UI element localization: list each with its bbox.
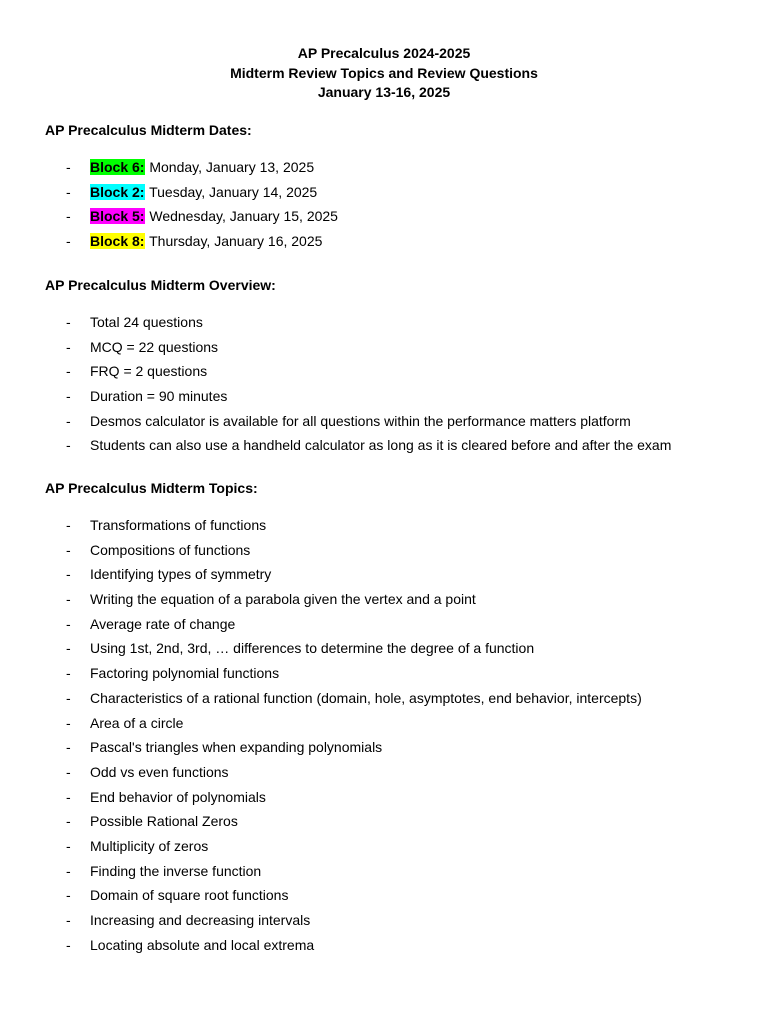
- topic-item-text: Writing the equation of a parabola given the vertex and a point: [90, 591, 476, 608]
- topic-item-text: End behavior of polynomials: [90, 788, 266, 805]
- topics-heading: AP Precalculus Midterm Topics:: [45, 480, 258, 496]
- block-date: Thursday, January 16, 2025: [149, 233, 323, 250]
- block-label: Block 8:: [90, 233, 145, 250]
- topic-item-text: Domain of square root functions: [90, 887, 289, 904]
- topic-item-text: Multiplicity of zeros: [90, 837, 209, 854]
- subtitle-line: Midterm Review Topics and Review Questions: [230, 64, 538, 81]
- topic-item-text: Locating absolute and local extrema: [90, 936, 315, 953]
- block-date: Monday, January 13, 2025: [149, 159, 315, 175]
- bullet-dash: -: [66, 640, 71, 657]
- bullet-dash: -: [66, 388, 71, 405]
- bullet-dash: -: [66, 314, 71, 330]
- bullet-dash: -: [66, 183, 71, 200]
- dates-heading: AP Precalculus Midterm Dates:: [45, 122, 252, 138]
- bullet-dash: -: [66, 412, 71, 429]
- overview-item-text: Desmos calculator is available for all questions within the performance matters platform: [90, 412, 631, 429]
- title-line: AP Precalculus 2024-2025: [297, 45, 471, 61]
- bullet-dash: -: [66, 813, 71, 830]
- bullet-dash: -: [66, 615, 71, 632]
- bullet-dash: -: [66, 887, 71, 904]
- overview-heading: AP Precalculus Midterm Overview:: [45, 277, 276, 293]
- topic-item-text: Transformations of functions: [90, 517, 267, 533]
- overview-item-text: FRQ = 2 questions: [90, 363, 208, 380]
- overview-item-text: MCQ = 22 questions: [90, 338, 219, 355]
- topic-item-text: Pascal's triangles when expanding polynomials: [90, 739, 383, 756]
- bullet-dash: -: [66, 338, 71, 355]
- topic-item-text: Factoring polynomial functions: [90, 665, 280, 682]
- bullet-dash: -: [66, 363, 71, 380]
- bullet-dash: -: [66, 714, 71, 731]
- topic-item-text: Average rate of change: [90, 615, 236, 632]
- block-label: Block 6:: [90, 159, 145, 175]
- topic-item-text: Area of a circle: [90, 714, 184, 731]
- date-range-line: January 13-16, 2025: [317, 84, 451, 100]
- topic-item-text: Odd vs even functions: [90, 763, 229, 780]
- topic-item-text: Finding the inverse function: [90, 862, 262, 879]
- topic-item-text: Characteristics of a rational function (domain, hole, asymptotes, end behavior, intercepts): [90, 689, 642, 706]
- bullet-dash: -: [66, 689, 71, 706]
- bullet-dash: -: [66, 208, 71, 225]
- bullet-dash: -: [66, 566, 71, 583]
- topic-item-text: Possible Rational Zeros: [90, 813, 238, 830]
- topic-item-text: Identifying types of symmetry: [90, 566, 272, 583]
- overview-item-text: Total 24 questions: [90, 314, 203, 330]
- bullet-dash: -: [66, 665, 71, 682]
- bullet-dash: -: [66, 233, 71, 250]
- bullet-dash: -: [66, 862, 71, 879]
- overview-item-text: Duration = 90 minutes: [90, 388, 228, 405]
- topic-item-text: Increasing and decreasing intervals: [90, 912, 311, 928]
- bullet-dash: -: [66, 739, 71, 756]
- bullet-dash: -: [66, 763, 71, 780]
- overview-item-text: Students can also use a handheld calculator as long as it is cleared before and after the exam: [90, 437, 672, 454]
- bullet-dash: -: [66, 159, 71, 175]
- block-date: Wednesday, January 15, 2025: [149, 208, 338, 225]
- document-title: [0, 44, 768, 103]
- bullet-dash: -: [66, 591, 71, 608]
- bullet-dash: -: [66, 437, 71, 454]
- block-label: Block 5:: [90, 208, 145, 225]
- bullet-dash: -: [66, 936, 71, 953]
- bullet-dash: -: [66, 912, 71, 928]
- bullet-dash: -: [66, 541, 71, 558]
- topic-item-text: Compositions of functions: [90, 541, 251, 558]
- bullet-dash: -: [66, 788, 71, 805]
- block-date: Tuesday, January 14, 2025: [149, 183, 318, 200]
- topic-item-text: Using 1st, 2nd, 3rd, … differences to determine the degree of a function: [90, 640, 535, 657]
- bullet-dash: -: [66, 517, 71, 533]
- bullet-dash: -: [66, 837, 71, 854]
- block-label: Block 2:: [90, 183, 145, 200]
